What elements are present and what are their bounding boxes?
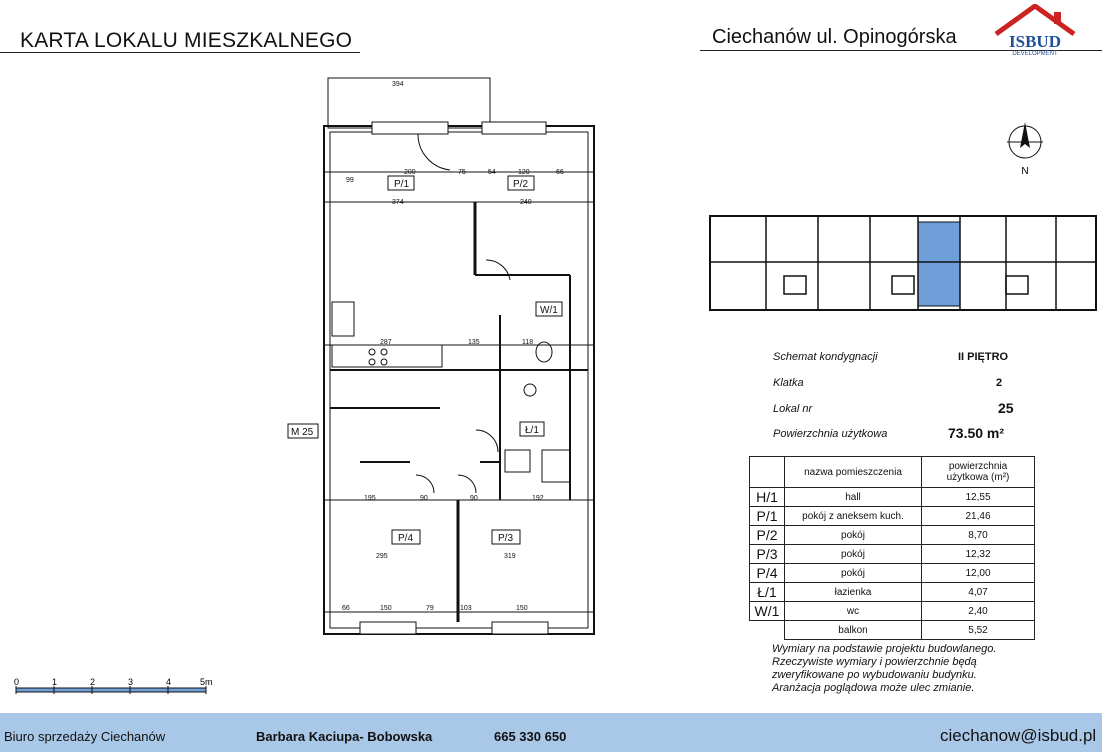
svg-text:150: 150 <box>380 605 392 612</box>
location-title: Ciechanów ul. Opinogórska <box>712 26 957 48</box>
table-row: H/1 hall 12,55 <box>750 488 1035 507</box>
schema-value: II PIĘTRO <box>958 351 1009 363</box>
svg-text:135: 135 <box>468 339 480 346</box>
room-label-p1: P/1 <box>394 179 410 190</box>
svg-text:79: 79 <box>426 605 434 612</box>
svg-text:2: 2 <box>90 677 96 687</box>
footer-office: Biuro sprzedaży Ciechanów <box>4 729 166 744</box>
table-row: P/4 pokój 12,00 <box>750 564 1035 583</box>
document-title: KARTA LOKALU MIESZKALNEGO <box>20 29 353 52</box>
klatka-label: Klatka <box>773 377 804 389</box>
svg-text:150: 150 <box>516 605 528 612</box>
room-label-l1: Ł/1 <box>525 425 539 436</box>
table-header-row <box>750 457 1035 488</box>
svg-text:4: 4 <box>166 677 172 687</box>
table-row: Ł/1 łazienka 4,07 <box>750 583 1035 602</box>
area-value: 73.50 m² <box>948 425 1005 441</box>
room-label-w1: W/1 <box>540 305 558 316</box>
room-label-p3: P/3 <box>498 533 514 544</box>
svg-text:192: 192 <box>532 495 544 502</box>
svg-text:103: 103 <box>460 605 472 612</box>
footer-phone[interactable]: 665 330 650 <box>494 729 567 744</box>
svg-text:54: 54 <box>488 169 496 176</box>
svg-text:66: 66 <box>342 605 350 612</box>
svg-text:90: 90 <box>470 495 478 502</box>
col-name-header: nazwa pomieszczenia <box>785 457 922 488</box>
svg-text:0: 0 <box>14 677 20 687</box>
svg-text:3: 3 <box>128 677 134 687</box>
klatka-value: 2 <box>996 377 1003 389</box>
lokal-label: Lokal nr <box>773 403 813 415</box>
svg-text:200: 200 <box>404 169 416 176</box>
schema-label: Schemat kondygnacji <box>773 351 878 363</box>
table-row: balkon 5,52 <box>750 621 1035 640</box>
room-label-p4: P/4 <box>398 533 414 544</box>
logo-subtext: DEVELOPMENT <box>1012 51 1058 56</box>
unit-label: M 25 <box>291 427 314 438</box>
svg-text:118: 118 <box>522 339 534 346</box>
logo-text: ISBUD <box>1009 32 1061 51</box>
svg-text:5m: 5m <box>200 677 213 687</box>
compass-label: N <box>1021 166 1029 177</box>
svg-text:90: 90 <box>420 495 428 502</box>
lokal-value: 25 <box>998 400 1014 416</box>
col-area-header: powierzchnia użytkowa (m²) <box>922 457 1035 488</box>
table-row: P/3 pokój 12,32 <box>750 545 1035 564</box>
floor-plan <box>280 70 610 670</box>
table-row: W/1 wc 2,40 <box>750 602 1035 621</box>
svg-text:66: 66 <box>556 169 564 176</box>
svg-text:374: 374 <box>392 199 404 206</box>
svg-text:120: 120 <box>518 169 530 176</box>
title-underline <box>0 52 360 53</box>
svg-text:75: 75 <box>458 169 466 176</box>
isbud-logo <box>992 4 1078 56</box>
svg-text:99: 99 <box>346 177 354 184</box>
floor-key-plan <box>706 206 1100 322</box>
svg-text:195: 195 <box>364 495 376 502</box>
disclaimer-notes: Wymiary na podstawie projektu budowlanego. Rzeczywiste wymiary i powierzchnie będą zweryfikowane po wybudowaniu budynku. Aranżacja poglądowa może ulec zmianie. <box>772 643 997 694</box>
table-row: P/2 pokój 8,70 <box>750 526 1035 545</box>
svg-text:394: 394 <box>392 81 404 88</box>
balcony-outline <box>328 78 490 128</box>
area-label: Powierzchnia użytkowa <box>773 428 888 440</box>
svg-text:287: 287 <box>380 339 392 346</box>
table-row: P/1 pokój z aneksem kuch. 21,46 <box>750 507 1035 526</box>
scale-bar <box>12 676 222 700</box>
compass-north-icon <box>1003 118 1047 180</box>
footer-email[interactable]: ciechanow@isbud.pl <box>940 726 1097 745</box>
svg-text:319: 319 <box>504 553 516 560</box>
svg-text:295: 295 <box>376 553 388 560</box>
footer-agent: Barbara Kaciupa- Bobowska <box>256 729 433 744</box>
rooms-table <box>749 456 1035 640</box>
svg-text:1: 1 <box>52 677 58 687</box>
svg-text:240: 240 <box>520 199 532 206</box>
room-label-p2: P/2 <box>513 179 529 190</box>
